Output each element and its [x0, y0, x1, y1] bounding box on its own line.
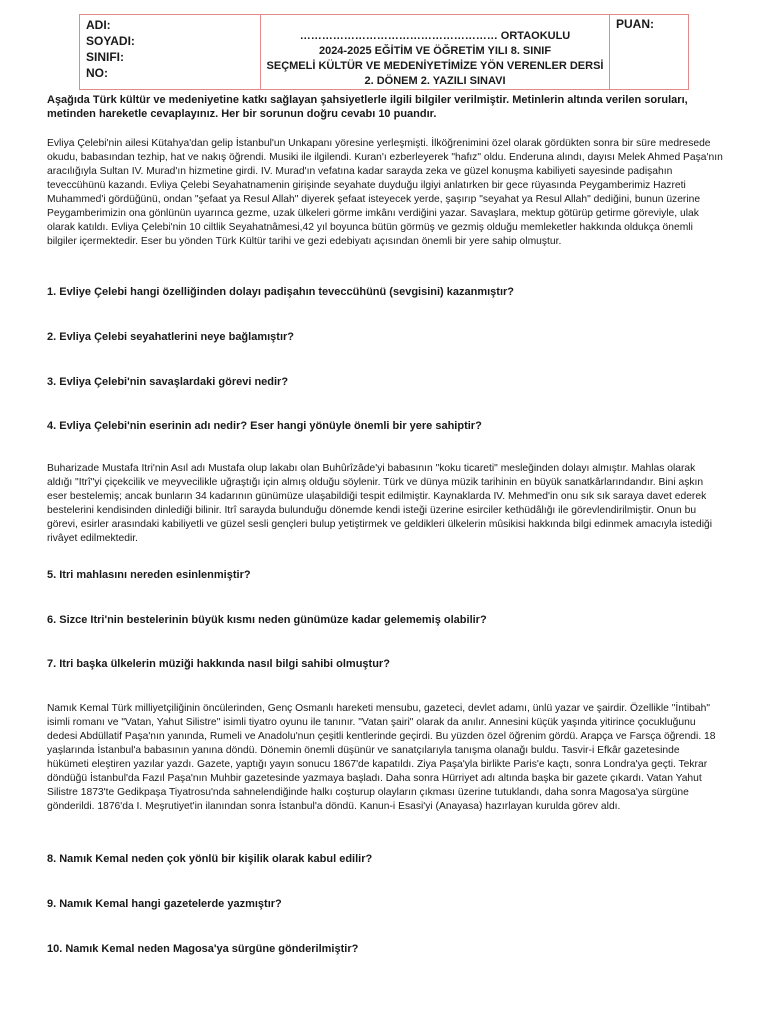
school-line: ……………………………………………… ORTAOKULU: [299, 30, 571, 42]
score-label: PUAN:: [616, 17, 654, 31]
question-4: 4. Evliya Çelebi'nin eserinin adı nedir? Eser hangi yönüyle önemli bir yere sahiptir?: [47, 420, 482, 432]
student-info-cell: [80, 15, 261, 90]
question-1: 1. Evliye Çelebi hangi özelliğinden dolayı padişahın teveccühünü (sevgisini) kazanmıştır?: [47, 286, 515, 298]
surname-label: SOYADI:: [86, 34, 135, 48]
exam-title-cell: [261, 15, 610, 90]
year-line: 2024-2025 EĞİTİM VE ÖĞRETİM YILI 8. SINIF: [318, 45, 552, 57]
question-9: 9. Namık Kemal hangi gazetelerde yazmıştır?: [47, 898, 282, 910]
exam-line: 2. DÖNEM 2. YAZILI SINAVI: [364, 75, 506, 87]
course-line: SEÇMELİ KÜLTÜR VE MEDENİYETİMİZE YÖN VERENLER DERSİ: [266, 60, 604, 72]
question-3: 3. Evliya Çelebi'nin savaşlardaki görevi nedir?: [47, 376, 289, 388]
exam-header: [79, 14, 689, 90]
question-7: 7. Itri başka ülkelerin müziği hakkında nasıl bilgi sahibi olmuştur?: [47, 658, 390, 670]
question-5: 5. Itri mahlasını nereden esinlenmiştir?: [47, 569, 251, 581]
name-label: ADI:: [86, 18, 111, 32]
score-cell: [610, 15, 689, 90]
class-label: SINIFI:: [86, 50, 124, 64]
passage-namik-kemal: Namık Kemal Türk milliyetçiliğinin öncülerinden, Genç Osmanlı hareketi mensubu, gazeteci, devlet adamı, ünlü yazar ve şairdir. Özellikle "İntibah" isimli romanı ve "Vatan, Yahut Silistre" isimli tiyatro oyunu ile tanınır. "Vatan şairi" olarak da anılır. Annesini küçük yaşında yitirince çocukluğunu dedesi Abdüllatif Paşa'nın yanında, Rumeli ve Anadolu'nun çeşitli kentlerinde geçirdi. Bu yüzden özel öğrenim gördü. Arapça ve Farsça öğrendi. 18 yaşlarında İstanbul'a babasının yanına döndü. Dönemin önemli düşünür ve sanatçılarıyla tanışma olanağı buldu. Tasvir-i Efkâr gazetesinde hükümeti eleştiren yazılar yazdı. Gazete, yaptığı yayın sonucu 1867'de kapatıldı. Ziya Paşa'yla birlikte Paris'e kaçtı, sonra Londra'ya geçti. Tekrar döndüğü İstanbul'da Fazıl Paşa'nın Muhbir gazetesinde yazmaya başladı. Daha sonra Hürriyet adı altında başka bir gazete çıkardı. Vatan Yahut Silistre 1873'te Gedikpaşa Tiyatrosu'nda sahnelendiğinde halkı coşturup olayların çıkması üzerine tutuklandı, daha sonra Magosa'ya sürgüne gönderildi. 1876'da I. Meşrutiyet'in ilanından sonra İstanbul'a döndü. Kanun-i Esasi'yi (Anayasa) hazırlayan kurulda görev aldı.: [47, 703, 716, 812]
passage-evliya-celebi: Evliya Çelebi'nin ailesi Kütahya'dan gelip İstanbul'un Unkapanı yöresine yerleşmişti. İlköğrenimini özel olarak gördükten sonra bir süre medresede okudu, babasından tezhip, hat ve nakış öğrendi. Musiki ile ilgilendi. Kuran'ı ezberleyerek "hafız" oldu. Enderuna alındı, dayısı Melek Ahmed Paşa'nın aracılığıyla Sultan IV. Murad'ın hizmetine girdi. IV. Murad'ın vefatına kadar sarayda zeka ve güzel konuşma kabiliyeti sayesinde padişahın teveccühünü kazandı. Evliya Çelebi Seyahatnamenin girişinde seyahate duyduğu ilgiyi anlatırken bir gece rüyasında Peygamberimiz Hazreti Muhammed'i gördüğünü, ondan "şefaat ya Resul Allah" diyerek şefaat isteyecek yerde, şaşırıp "seyahat ya Resul Allah" dediğini, bunun üzerine Peygamberimizin ona gönlünün uyarınca gezme, uzak ülkeleri görme imkânı verdiğini yazar. Savaşlara, mektup götürüp getirme göreviyle, ulak olarak katıldı. Evliya Çelebi'nin 10 ciltlik Seyahatnâmesi,42 yıl boyunca bütün görmüş ve gezmiş olduğu memleketler hakkında oldukça önemli bilgiler içermektedir. Eser bu yönden Türk Kültür tarihi ve gezi edebiyatı açısından önemli bir yere sahip olmuştur.: [47, 138, 723, 247]
passage-itri: Buharizade Mustafa Itri'nin Asıl adı Mustafa olup lakabı olan Buhûrîzâde'yi babasının "koku ticareti" mesleğinden dolayı almıştır. Mahlas olarak aldığı "Itrî"yi çiçekcilik ve meyvecilikle uğraştığı için almış olduğu söylenir. Türk ve dünya müzik tarihinin en büyük sanatkârlarındandır. Bini aşkın eser bestelemiş; ancak bunların 34 kadarının günümüze ulaşabildiği tespit edilmiştir. Kaynaklarda IV. Mehmed'in onu sık sık saraya davet ederek bestelerini kendisinden dinlediği bilinir. Itrî sarayda bulunduğu dönemde kendi isteği üzerine esirciler kethüdâlığı ile görevlendirilmiştir. Onun bu görevi, esirler arasındaki kabiliyetli ve güzel sesli gençleri bulup yetiştirmek ve geldikleri ülkelerin mûsikisi hakkında bilgi edinmek amacıyla istediği rivâyet edilmektedir.: [47, 463, 713, 544]
question-2: 2. Evliya Çelebi seyahatlerini neye bağlamıştır?: [47, 331, 295, 343]
question-10: 10. Namık Kemal neden Magosa'ya sürgüne gönderilmiştir?: [47, 943, 359, 955]
question-8: 8. Namık Kemal neden çok yönlü bir kişilik olarak kabul edilir?: [47, 853, 373, 865]
number-label: NO:: [86, 66, 108, 80]
instructions: Aşağıda Türk kültür ve medeniyetine katkı sağlayan şahsiyetlerle ilgili bilgiler verilmiştir. Metinlerin altında verilen soruları, metinden hareketle cevaplayınız. Her bir sorunun doğru cevabı 10 puandır.: [47, 94, 688, 120]
question-6: 6. Sizce Itri'nin bestelerinin büyük kısmı neden günümüze kadar gelememiş olabilir?: [47, 614, 487, 626]
